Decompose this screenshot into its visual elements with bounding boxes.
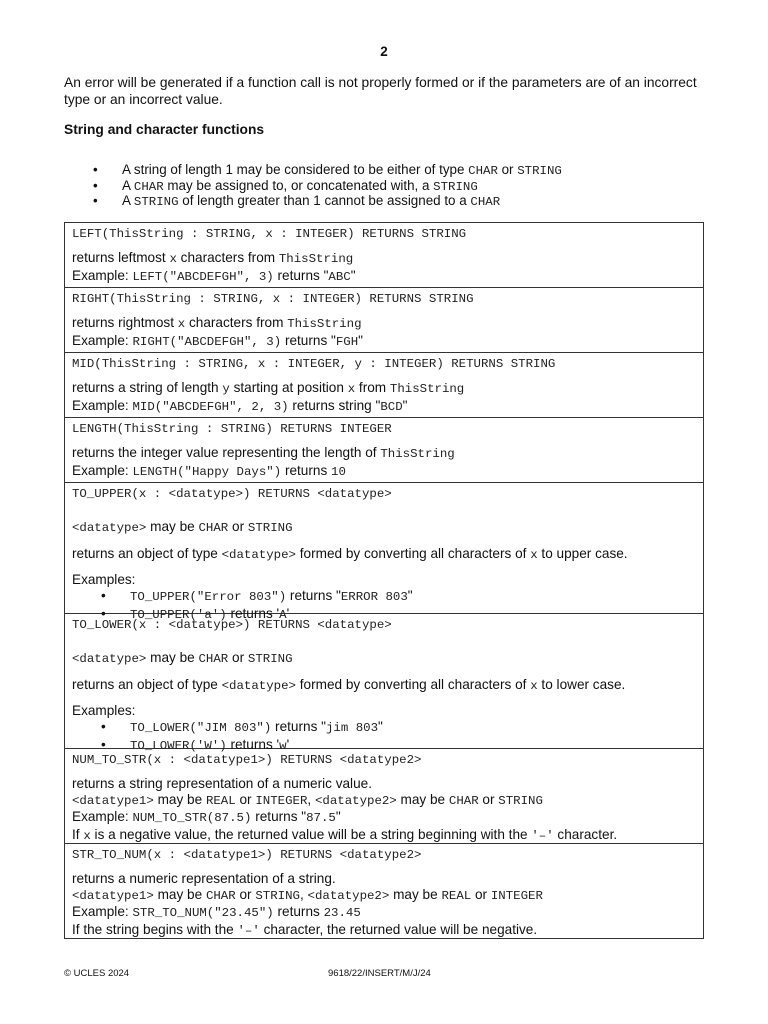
datatype-note: <datatype1> may be REAL or INTEGER, <datatype2> may be CHAR or STRING — [72, 791, 543, 808]
examples-label: Examples: — [72, 703, 136, 719]
function-row-left — [65, 223, 704, 288]
function-signature: NUM_TO_STR(x : <datatype1>) RETURNS <datatype2> — [72, 753, 422, 767]
rule-item: • A string of length 1 may be considered to be either of type CHAR or STRING — [64, 162, 704, 178]
example-item: • TO_UPPER("Error 803") returns "ERROR 803" — [72, 588, 696, 606]
examples-label: Examples: — [72, 572, 136, 588]
footer-copyright: © UCLES 2024 — [64, 968, 130, 979]
function-description: returns an object of type <datatype> formed by converting all characters of x to upper case. — [72, 545, 628, 562]
function-signature: RIGHT(ThisString : STRING, x : INTEGER) RETURNS STRING — [72, 292, 474, 306]
function-description: returns leftmost x characters from ThisString — [72, 249, 354, 266]
examples-list — [72, 588, 696, 624]
function-description: returns a numeric representation of a string. — [72, 870, 336, 886]
function-example: Example: LENGTH("Happy Days") returns 10 — [72, 462, 346, 479]
function-row-length — [65, 418, 704, 483]
negative-note: If x is a negative value, the returned value will be a string beginning with the '–' character. — [72, 827, 618, 844]
function-example: Example: LEFT("ABCDEFGH", 3) returns "ABC" — [72, 267, 356, 284]
function-description: returns an object of type <datatype> formed by converting all characters of x to lower case. — [72, 676, 626, 693]
function-example: Example: STR_TO_NUM("23.45") returns 23.45 — [72, 904, 361, 921]
function-row-to-lower — [65, 614, 704, 749]
datatype-note: <datatype1> may be CHAR or STRING, <datatype2> may be REAL or INTEGER — [72, 886, 543, 903]
page-number: 2 — [380, 44, 388, 59]
function-description: returns the integer value representing the length of ThisString — [72, 444, 455, 461]
function-signature: STR_TO_NUM(x : <datatype1>) RETURNS <datatype2> — [72, 848, 422, 862]
datatype-note: <datatype> may be CHAR or STRING — [72, 649, 293, 666]
example-item: • TO_LOWER("JIM 803") returns "jim 803" — [72, 719, 696, 737]
rule-item: • A CHAR may be assigned to, or concatenated with, a STRING — [64, 178, 704, 194]
function-row-right — [65, 288, 704, 353]
datatype-note: <datatype> may be CHAR or STRING — [72, 518, 293, 535]
intro-paragraph: An error will be generated if a function call is not properly formed or if the parameters are of an incorrect type or an incorrect value. — [64, 75, 697, 107]
negative-note: If the string begins with the '–' character, the returned value will be negative. — [72, 922, 538, 939]
example-item: • TO_LOWER('W') returns 'w' — [72, 737, 696, 755]
examples-list — [72, 719, 696, 755]
section-heading: String and character functions — [64, 122, 265, 137]
function-table — [64, 222, 704, 939]
function-signature: TO_UPPER(x : <datatype>) RETURNS <datatype> — [72, 487, 392, 501]
function-signature: LEFT(ThisString : STRING, x : INTEGER) RETURNS STRING — [72, 227, 467, 241]
function-signature: MID(ThisString : STRING, x : INTEGER, y : INTEGER) RETURNS STRING — [72, 357, 556, 371]
footer-document-code: 9618/22/INSERT/M/J/24 — [328, 968, 431, 979]
function-description: returns rightmost x characters from ThisString — [72, 314, 362, 331]
function-row-num-to-str — [65, 749, 704, 844]
function-description: returns a string representation of a numeric value. — [72, 775, 372, 791]
function-description: returns a string of length y starting at position x from ThisString — [72, 379, 465, 396]
rule-item: • A STRING of length greater than 1 cannot be assigned to a CHAR — [64, 193, 704, 209]
string-rules-list — [64, 162, 704, 209]
function-example: Example: RIGHT("ABCDEFGH", 3) returns "FGH" — [72, 332, 363, 349]
function-row-to-upper — [65, 483, 704, 614]
function-row-mid — [65, 353, 704, 418]
function-example: Example: NUM_TO_STR(87.5) returns "87.5" — [72, 809, 341, 826]
function-signature: LENGTH(ThisString : STRING) RETURNS INTEGER — [72, 422, 392, 436]
function-row-str-to-num — [65, 844, 704, 939]
function-signature: TO_LOWER(x : <datatype>) RETURNS <datatype> — [72, 618, 392, 632]
function-example: Example: MID("ABCDEFGH", 2, 3) returns string "BCD" — [72, 397, 408, 414]
example-item: • TO_UPPER('a') returns 'A' — [72, 606, 696, 624]
